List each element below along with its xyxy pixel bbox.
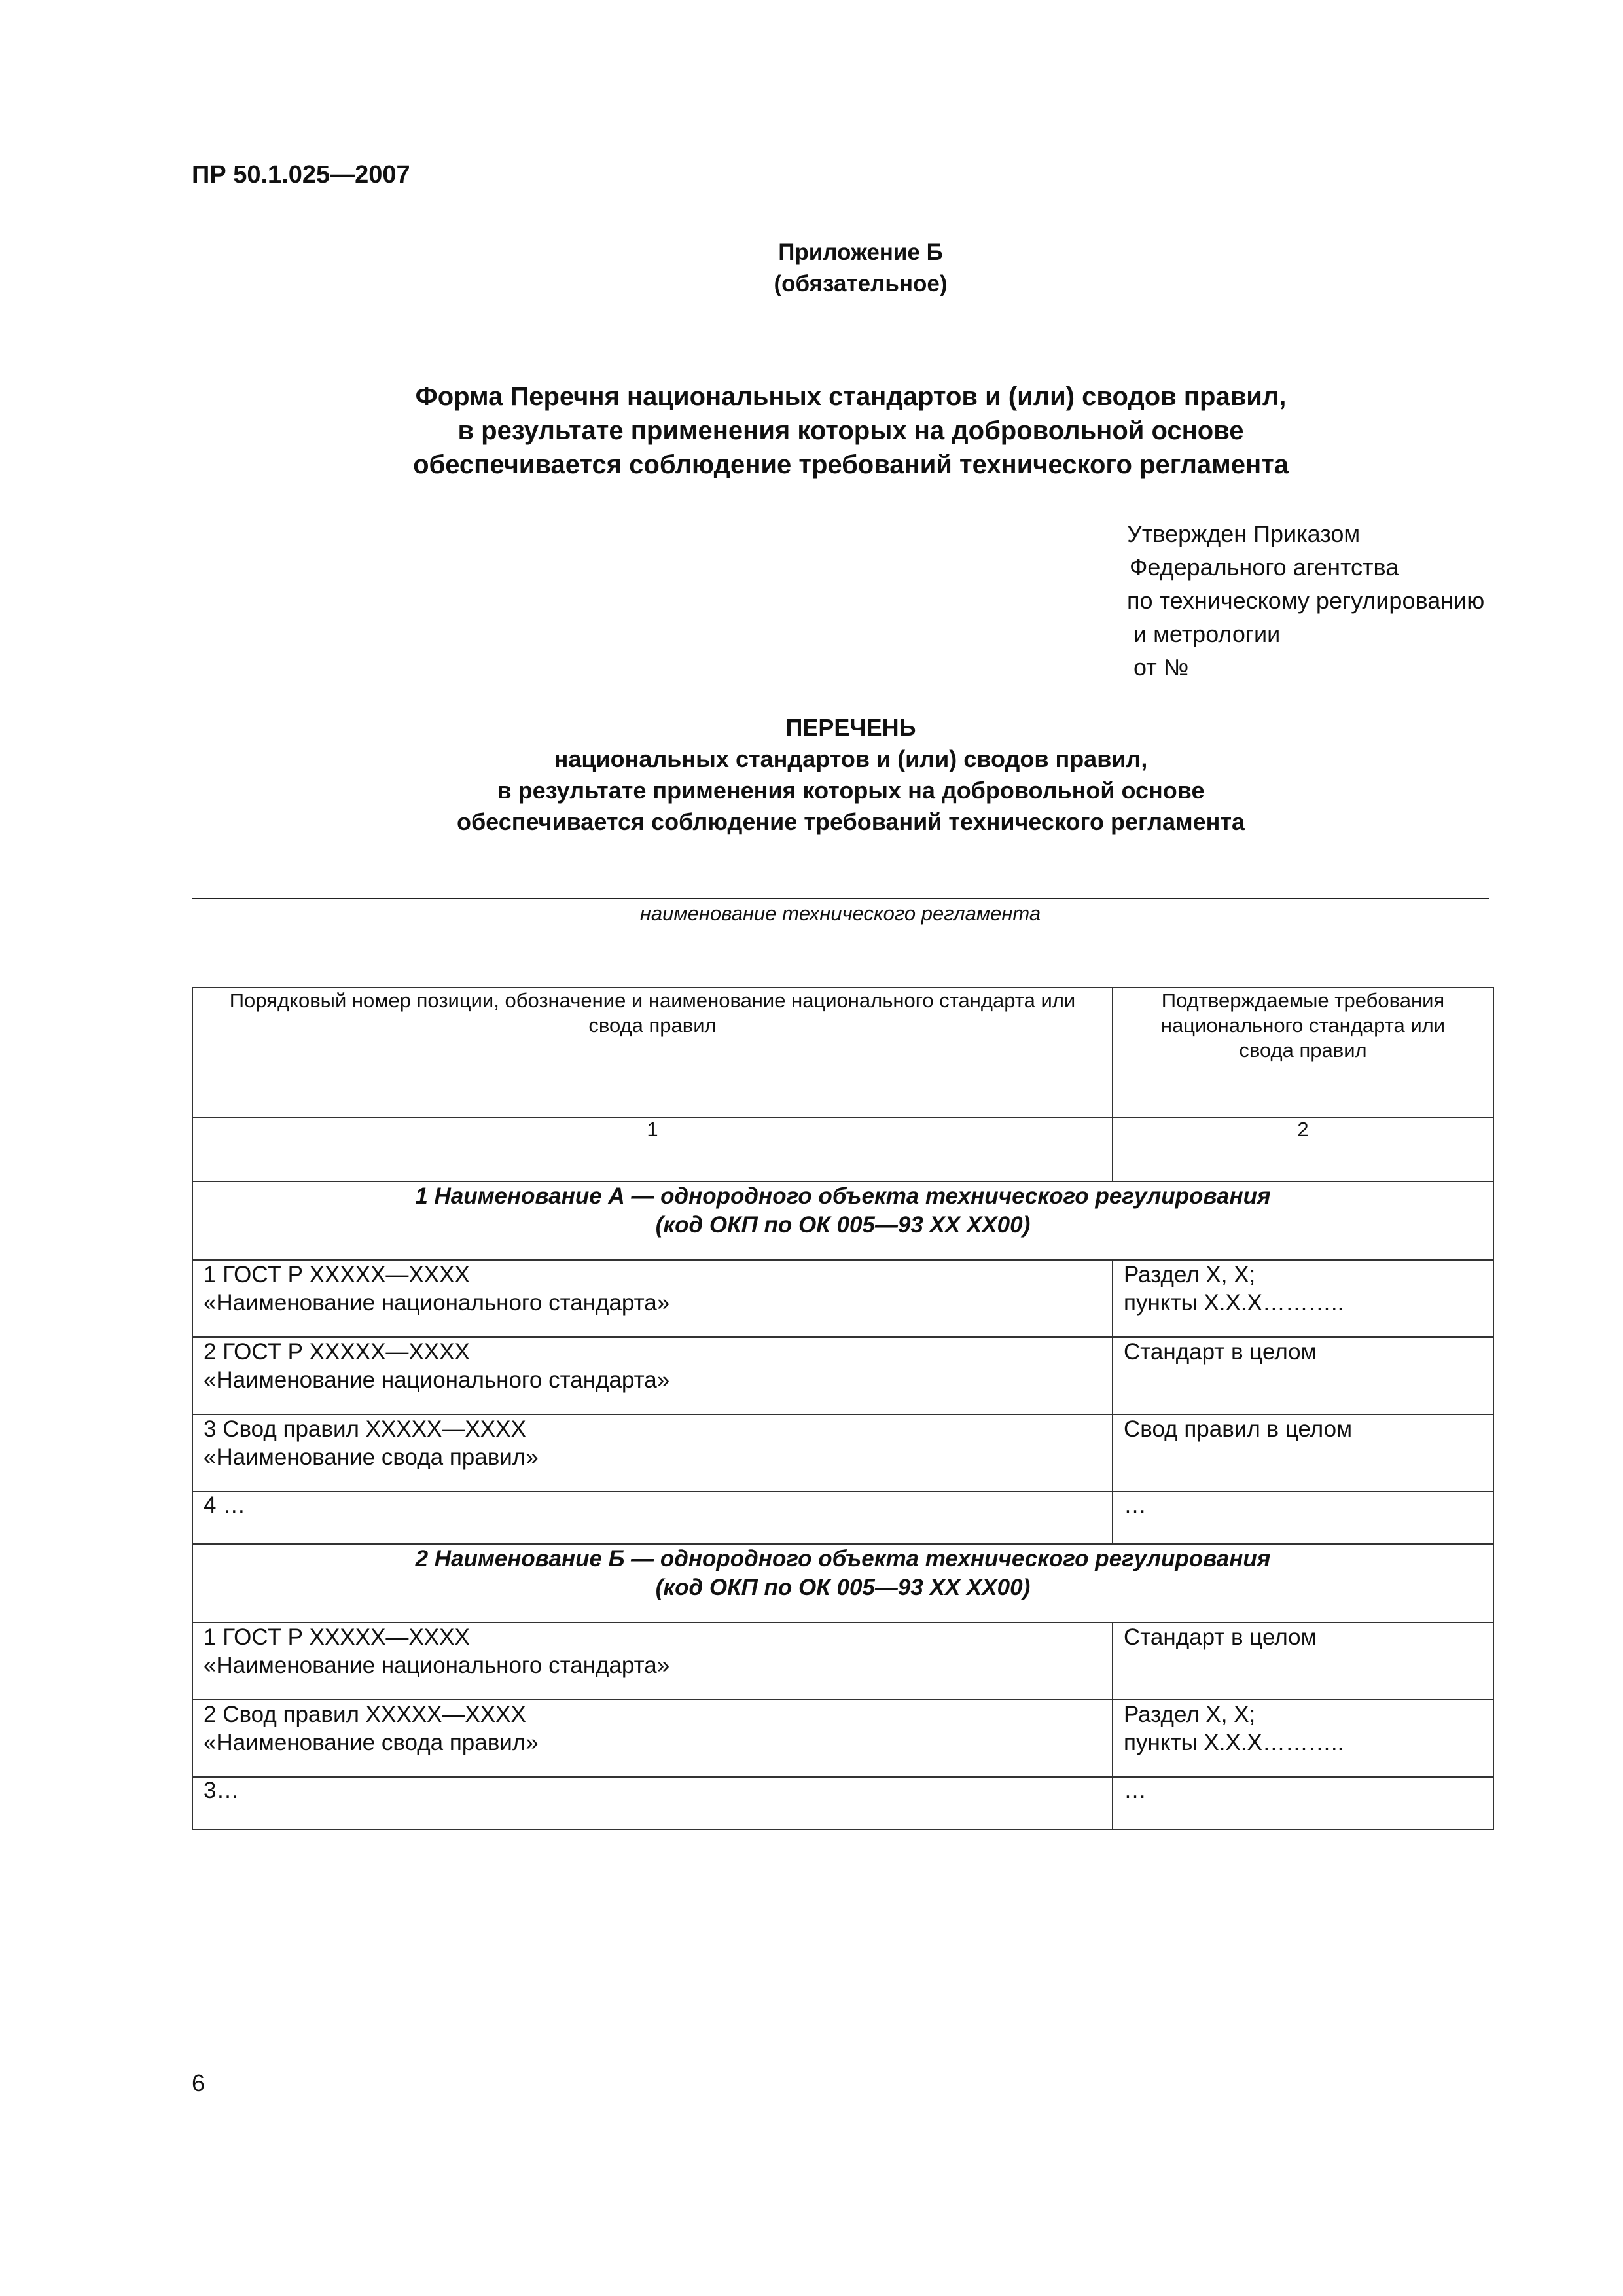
page-number: 6: [192, 2070, 205, 2096]
table-row: [192, 1414, 1493, 1492]
section-title-line: 1 Наименование А — однородного объекта технического регулирования: [415, 1183, 1271, 1209]
column-header-requirements: Подтверждаемые требования национального стандарта или свода правил: [1113, 988, 1493, 1117]
table-row: [192, 1337, 1493, 1414]
requirements-cell: [1113, 1777, 1493, 1829]
standard-cell: [192, 1337, 1113, 1414]
cell-text: Стандарт в целом: [1124, 1624, 1317, 1650]
section-header-row: [192, 1544, 1493, 1623]
cell-text: «Наименование свода правил»: [204, 1730, 539, 1755]
cell-text: 4 …: [204, 1492, 246, 1518]
cell-text: «Наименование национального стандарта»: [204, 1290, 670, 1316]
regulation-name-line: [192, 898, 1489, 899]
cell-text: Свод правил в целом: [1124, 1416, 1353, 1442]
cell-text: …: [1124, 1778, 1147, 1803]
cell-text: 3…: [204, 1778, 240, 1803]
cell-text: 2 ГОСТ Р ХХХХХ—ХХХХ: [204, 1339, 470, 1365]
form-title-line: обеспечивается соблюдение требований технического регламента: [413, 450, 1289, 479]
cell-text: 1 ГОСТ Р ХХХХХ—ХХХХ: [204, 1624, 470, 1650]
approval-block: [1127, 517, 1484, 684]
list-title: [327, 712, 1374, 838]
appendix-title: Приложение Б: [778, 240, 943, 265]
list-title-line: в результате применения которых на добровольной основе: [497, 777, 1205, 804]
cell-text: «Наименование свода правил»: [204, 1444, 539, 1470]
standard-cell: [192, 1777, 1113, 1829]
table-row: [192, 1777, 1493, 1829]
standard-cell: [192, 1700, 1113, 1777]
table-row: [192, 1492, 1493, 1544]
column-number-row: [192, 1117, 1493, 1181]
regulation-caption: наименование технического регламента: [639, 902, 1041, 925]
standard-cell: [192, 1623, 1113, 1700]
column-number: 1: [192, 1117, 1113, 1181]
form-title-line: в результате применения которых на добровольной основе: [457, 416, 1244, 445]
standard-cell: [192, 1260, 1113, 1337]
cell-text: Раздел Х, Х;: [1124, 1702, 1256, 1727]
cell-text: «Наименование национального стандарта»: [204, 1653, 670, 1678]
cell-text: пункты Х.Х.Х………..: [1124, 1290, 1344, 1316]
section-title-line: (код ОКП по ОК 005—93 XX XX00): [655, 1575, 1031, 1600]
section-title: [192, 1544, 1493, 1623]
approval-line: и метрологии: [1133, 620, 1281, 647]
cell-text: …: [1124, 1492, 1147, 1518]
requirements-cell: [1113, 1337, 1493, 1414]
approval-line: от №: [1133, 654, 1189, 681]
approval-line: по техническому регулированию: [1127, 587, 1485, 614]
standard-cell: [192, 1414, 1113, 1492]
cell-text: 2 Свод правил ХХХХХ—ХХХХ: [204, 1702, 526, 1727]
requirements-cell: [1113, 1700, 1493, 1777]
column-header-position: Порядковый номер позиции, обозначение и наименование национального стандарта или свода правил: [192, 988, 1113, 1117]
cell-text: Стандарт в целом: [1124, 1339, 1317, 1365]
standards-table: [192, 987, 1494, 1830]
requirements-cell: [1113, 1414, 1493, 1492]
approval-line: Утвержден Приказом: [1127, 520, 1361, 547]
list-heading: ПЕРЕЧЕНЬ: [785, 714, 916, 741]
appendix-subtitle: (обязательное): [774, 271, 948, 296]
list-title-line: обеспечивается соблюдение требований технического регламента: [456, 808, 1245, 835]
table-row: [192, 1260, 1493, 1337]
appendix-heading: [710, 237, 1011, 300]
table-row: [192, 1623, 1493, 1700]
approval-line: Федерального агентства: [1130, 554, 1399, 581]
requirements-cell: [1113, 1623, 1493, 1700]
requirements-cell: [1113, 1492, 1493, 1544]
column-number: 2: [1113, 1117, 1493, 1181]
section-title: [192, 1181, 1493, 1260]
form-title: [327, 380, 1374, 482]
table-row: [192, 1700, 1493, 1777]
section-header-row: [192, 1181, 1493, 1260]
document-code: ПР 50.1.025—2007: [192, 161, 410, 188]
cell-text: пункты Х.Х.Х………..: [1124, 1730, 1344, 1755]
section-title-line: 2 Наименование Б — однородного объекта технического регулирования: [415, 1546, 1271, 1571]
cell-text: «Наименование национального стандарта»: [204, 1367, 670, 1393]
table-header-row: [192, 988, 1493, 1117]
list-title-line: национальных стандартов и (или) сводов правил,: [554, 745, 1148, 772]
form-title-line: Форма Перечня национальных стандартов и (или) сводов правил,: [415, 382, 1287, 411]
standard-cell: [192, 1492, 1113, 1544]
requirements-cell: [1113, 1260, 1493, 1337]
cell-text: 1 ГОСТ Р ХХХХХ—ХХХХ: [204, 1262, 470, 1287]
cell-text: Раздел Х, Х;: [1124, 1262, 1256, 1287]
cell-text: 3 Свод правил ХХХХХ—ХХХХ: [204, 1416, 526, 1442]
section-title-line: (код ОКП по ОК 005—93 XX XX00): [655, 1212, 1031, 1238]
